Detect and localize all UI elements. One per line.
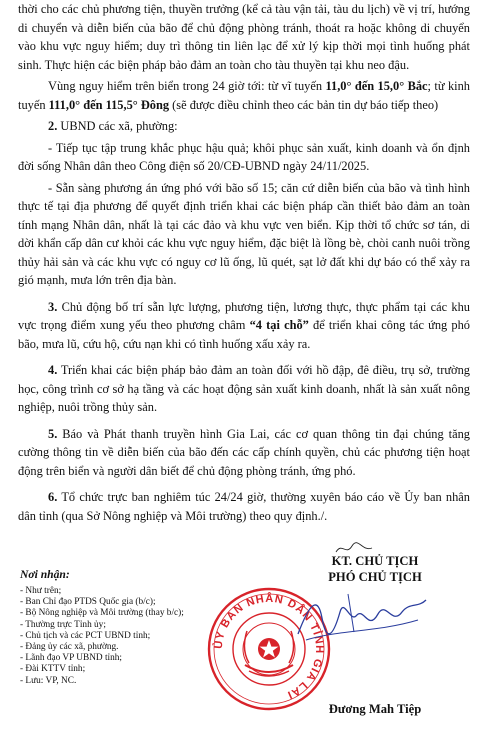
recipient-item: - Như trên; [20, 586, 62, 596]
danger-zone-text-1: Vùng nguy hiểm trên biển trong 24 giờ tới: từ vĩ tuyến [48, 79, 326, 93]
danger-zone-text-2: ; từ kinh tuyến [18, 79, 470, 112]
document-page [18, 0, 470, 716]
section-5-number: 5. [48, 426, 58, 441]
recipient-item: - Lưu: VP, NC. [20, 675, 77, 686]
section-6-text: Tổ chức trực ban nghiêm túc 24/24 giờ, thường xuyên báo cáo về Ủy ban nhân dân tỉnh (qua Sở Nông nghiệp và Môi trường) theo quy định./. [18, 490, 470, 523]
signer-title-1: KT. CHỦ TỊCH [331, 554, 419, 568]
recipient-item: - Chủ tịch và các PCT UBND tỉnh; [20, 630, 151, 641]
seal-text: ỦY BAN NHÂN DÂN TỈNH GIA LAI [212, 592, 326, 702]
section-6-paragraph [18, 488, 470, 525]
recipient-item: - Bộ Nông nghiệp và Môi trường (thay b/c); [20, 608, 184, 619]
section-4-paragraph [18, 361, 470, 417]
section-2-heading [18, 117, 470, 136]
section-3-motto: “4 tại chỗ” [249, 318, 309, 332]
section-4-number: 4. [48, 363, 58, 377]
recipient-item: - Ban Chỉ đạo PTDS Quốc gia (b/c); [20, 597, 156, 608]
signer-title-2: PHÓ CHỦ TỊCH [328, 569, 422, 584]
section-2-bullet-1: - Tiếp tục tập trung khắc phục hậu quả; khôi phục sản xuất, kinh doanh và ổn định đời sống Nhân dân theo Công điện số 20/CĐ-UBND ngày 24/11/2025. [18, 140, 470, 173]
document-footer [18, 552, 470, 743]
section-5-text: Báo và Phát thanh truyền hình Gia Lai, các cơ quan thông tin đại chúng tăng cường thông tin về diễn biến của bão đến các cấp chính quyền, chủ các phương tiện hoạt động trên biển và người dân biết để chủ động phòng tránh, ứng phó. [18, 426, 470, 478]
section-6-number: 6. [48, 490, 58, 504]
recipients-title: Nơi nhận: [20, 568, 70, 581]
danger-zone-longitude: 111,0° đến 115,5° Đông [48, 97, 170, 112]
signer-name: Đương Mah Tiệp [328, 702, 422, 716]
section-2-bullet-2: - Sẵn sàng phương án ứng phó với bão số 15; căn cứ diễn biến của bão và tình hình thực tế tại địa phương để quyết định triển khai các biện pháp cần thiết bảo đảm an toàn tính mạng Nhân dân, nhất là tại các đảo và khu vực ven biển. Kịp thời tổ chức sơ tán, di dời khẩn cấp dân cư khỏi các khu vực nguy hiểm, đặc biệt là lồng bè, chòi canh nuôi trồng thủy hải sản và các khu vực có nguy cơ lũ ống, lũ quét, sạt lở đất khi dự báo có thể xảy ra gió mạnh, mưa lớn trên địa bàn. [18, 180, 470, 287]
section-2-number: 2. [48, 119, 58, 133]
section-3-text-1: Chủ động bố trí sẵn lực lượng, phương tiện, lương thực, thực phẩm tại các khu vực trọng điểm xung yếu theo phương châm [18, 299, 470, 332]
recipient-item: - Đài KTTV tỉnh; [20, 664, 86, 675]
section-4-text: Triển khai các biện pháp bảo đảm an toàn đối với hồ đập, đê điều, trụ sở, trường học, công trình cơ sở hạ tầng và các hoạt động sản xuất kinh doanh, nhất là sản xuất nông nghiệp, nuôi trồng thủy sản. [18, 363, 470, 414]
signer-block [280, 554, 470, 585]
paragraph-danger-zone [18, 77, 470, 114]
section-3-number: 3. [48, 299, 58, 314]
section-2-title: UBND các xã, phường: [57, 119, 178, 133]
section-3-text-2: để triển khai công tác ứng phó bão, mưa lũ, cứu hộ, cứu nạn khi có tình huống xấu xảy ra. [18, 318, 470, 351]
danger-zone-text-3: (sẽ được điều chỉnh theo các bản tin dự báo tiếp theo) [169, 97, 439, 112]
paragraph-ship-warning: thời cho các chủ phương tiện, thuyền trưởng (kể cả tàu vận tải, tàu du lịch) về vị trí, hướng di chuyển và diễn biến của bão để chủ động phòng tránh, thoát ra hoặc không di chuyển vào khu vực nguy hiểm; duy trì thông tin liên lạc để xử lý kịp thời mọi tình huống phát sinh. Thực hiện các biện pháp bảo đảm an toàn cho tàu thuyền tại khu neo đậu. [18, 2, 470, 72]
recipient-item: - Lãnh đạo VP UBND tỉnh; [20, 653, 123, 664]
section-5-paragraph [18, 425, 470, 481]
section-3-paragraph [18, 298, 470, 354]
signature-icon [288, 582, 438, 652]
recipients-list [20, 586, 184, 687]
danger-zone-latitude: 11,0° đến 15,0° Bắc [325, 79, 428, 93]
recipient-item: - Thường trực Tỉnh ủy; [20, 619, 106, 630]
recipient-item: - Đảng ủy các xã, phường. [20, 642, 119, 653]
